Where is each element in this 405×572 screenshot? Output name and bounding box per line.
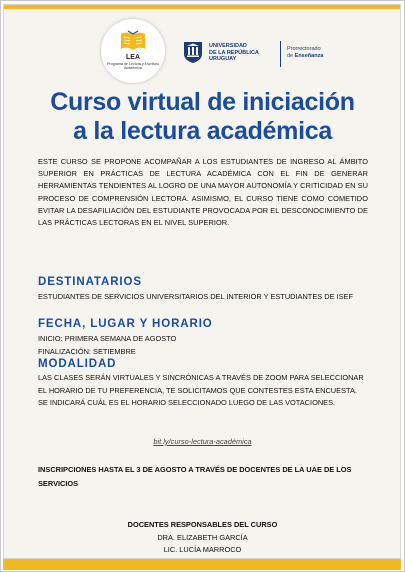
prorect-line-2: [287, 53, 367, 60]
title-line-1: Curso virtual de iniciación: [50, 88, 355, 116]
open-book-icon: [119, 30, 147, 52]
prorect-prefix: de: [287, 52, 295, 59]
lea-subtitle: Programa de Lectura y Escritura Académica: [107, 62, 159, 71]
inscripciones-notice: INSCRIPCIONES HASTA EL 3 DE AGOSTO A TRAVÉS DE DOCENTES DE LA UAE DE LOS SERVICIOS: [38, 465, 352, 488]
modalidad-heading: MODALIDAD: [38, 358, 117, 370]
title-line-2: a la lectura académica: [73, 117, 332, 145]
modalidad-body: LAS CLASES SERÁN VIRTUALES Y SINCRÓNICAS A TRAVÉS DE ZOOM PARA SELECCIONAR EL HORARIO DE TU PREFERENCIA, TE SOLICITAMOS QUE CONTESTES ESTA ENCUESTA. SE INDICARÁ CUÁL ES EL HORARIO SELECCIONADO LUEGO DE LAS VOTACIONES.: [38, 373, 364, 408]
survey-link[interactable]: bit.ly/curso-lectura-académica: [153, 437, 252, 446]
lea-logo: [101, 19, 165, 83]
udelar-line-3: URUGUAY: [209, 56, 237, 63]
fecha-heading: FECHA, LUGAR Y HORARIO: [38, 318, 213, 330]
docente-2: LIC. LUCÍA MARROCO: [163, 545, 242, 554]
intro-paragraph: ESTE CURSO SE PROPONE ACOMPAÑAR A LOS ESTUDIANTES DE INGRESO AL ÁMBITO SUPERIOR EN PRÁCTICAS DE LECTURA ACADÉMICA CON EL FIN DE GENERAR HERRAMIENTAS TENDIENTES AL LOGRO DE UNA MAYOR AUTONOMÍA Y CRITICIDAD EN SU PROCESO DE COMPRENSIÓN LECTORA. ASIMISMO, EL CURSO TIENE COMO COMETIDO EVITAR LA DESAFILIACIÓN DEL ESTUDIANTE PROVOCADA POR EL DESCONOCIMIENTO DE LAS PRÁCTICAS LECTORAS EN EL NIVEL SUPERIOR.: [38, 157, 368, 228]
page-title: [0, 88, 405, 146]
logo-divider: [280, 41, 281, 67]
bottom-yellow-bar: [3, 559, 401, 570]
responsables-heading: DOCENTES RESPONSABLES DEL CURSO: [127, 520, 278, 529]
destinatarios-body: ESTUDIANTES DE SERVICIOS UNIVERSITARIOS DEL INTERIOR Y ESTUDIANTES DE ISEF: [38, 292, 353, 301]
lea-name: LEA: [126, 54, 140, 61]
top-yellow-bar: [4, 5, 400, 9]
prorect-bold: Enseñanza: [294, 52, 324, 59]
udelar-line-1: UNIVERSIDAD: [209, 43, 247, 49]
prorect-line-1: Prorrectorado: [287, 46, 321, 52]
fecha-fin: FINALIZACIÓN: SETIEMBRE: [38, 347, 136, 356]
prorectorado-name: [287, 46, 367, 60]
udelar-line-2: DE LA REPÚBLICA: [209, 49, 259, 56]
docente-1: DRA. ELIZABETH GARCÍA: [157, 533, 248, 542]
udelar-name: [209, 43, 299, 63]
destinatarios-heading: DESTINATARIOS: [38, 276, 142, 288]
udelar-seal-icon: [182, 40, 204, 64]
fecha-inicio: INICIO: PRIMERA SEMANA DE AGOSTO: [38, 334, 177, 343]
